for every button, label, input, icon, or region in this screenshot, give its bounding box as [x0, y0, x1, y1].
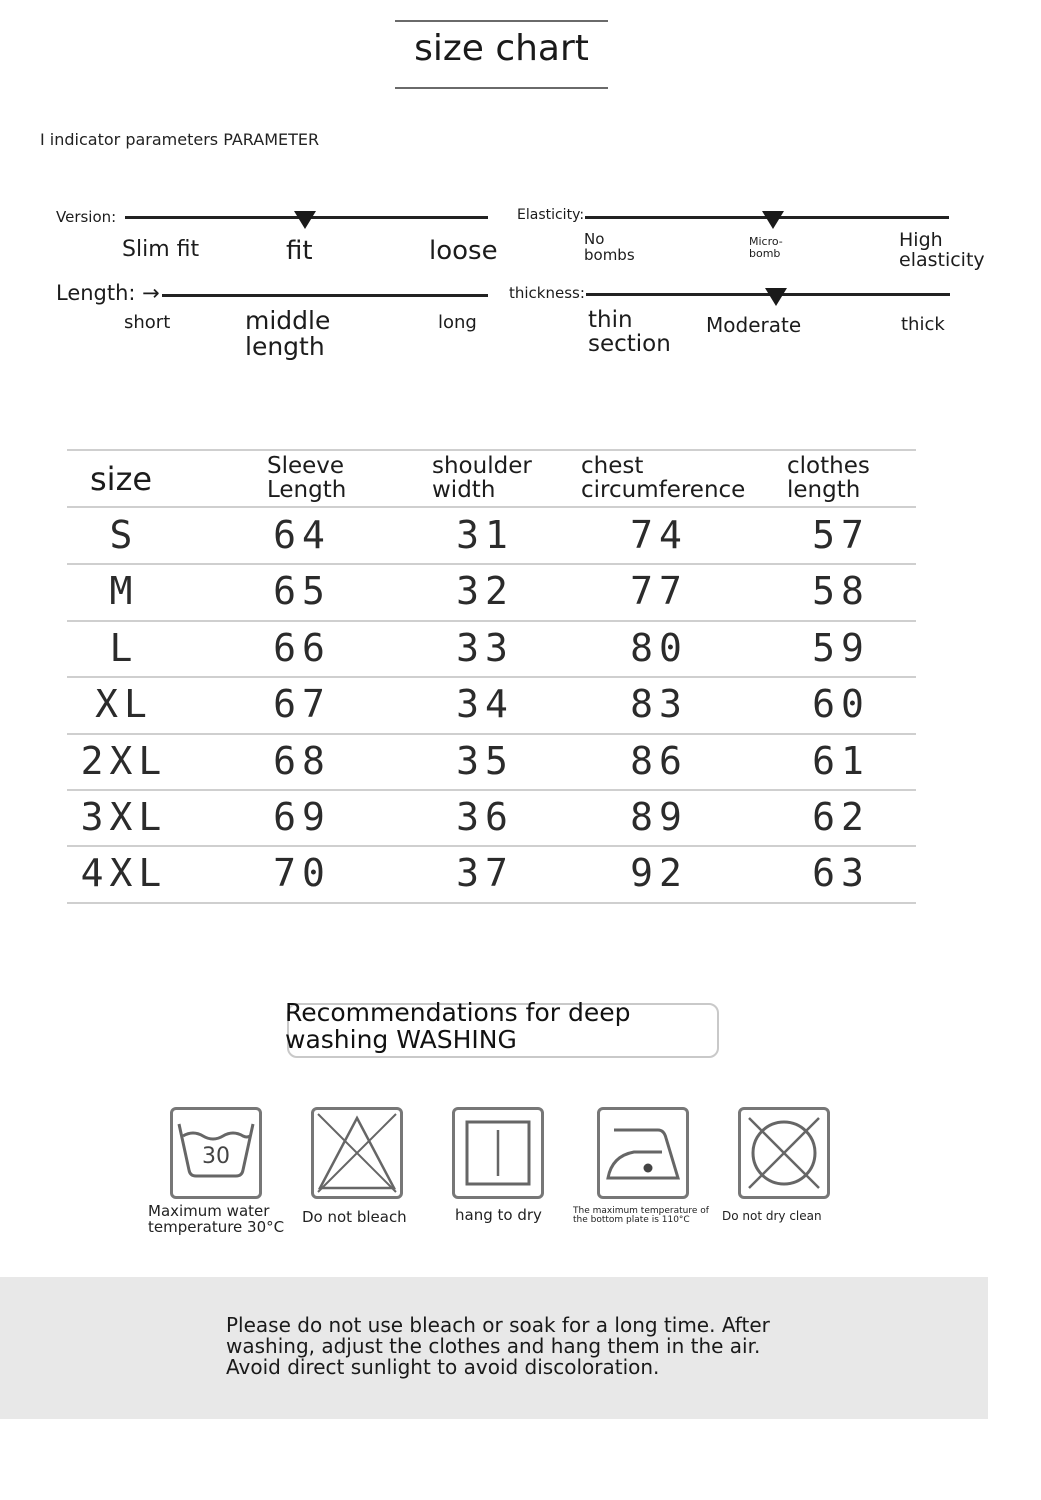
washing-heading: Recommendations for deep washing WASHING: [285, 998, 631, 1054]
size-cell: 3XL: [80, 795, 168, 839]
length-option-short: short: [124, 312, 171, 333]
no-dry-clean-icon: [738, 1107, 830, 1199]
table-rule: [67, 733, 916, 735]
measure-cell: 65: [273, 569, 331, 614]
measure-cell: 83: [630, 682, 688, 727]
measure-cell: 61: [812, 738, 870, 783]
length-option-long: long: [438, 312, 477, 333]
table-rule: [67, 563, 916, 565]
measure-cell: 34: [456, 682, 514, 727]
table-rule: [67, 676, 916, 678]
measure-cell: 80: [630, 625, 688, 670]
elasticity-option-micro-bomb: Micro-bomb: [749, 235, 783, 260]
wash-caption: Maximum water temperature 30°C: [148, 1202, 285, 1236]
measure-cell: 59: [812, 625, 870, 670]
elasticity-option-no-bombs: No bombs: [584, 230, 635, 264]
iron-icon: [597, 1107, 689, 1199]
wash-temperature-text: 30: [202, 1144, 230, 1169]
version-marker-icon: [294, 211, 316, 229]
table-rule: [67, 789, 916, 791]
column-header-size: size: [90, 460, 153, 498]
thickness-marker-icon: [765, 288, 787, 306]
size-cell: 2XL: [80, 738, 168, 783]
measure-cell: 77: [630, 569, 688, 614]
measure-cell: 58: [812, 569, 870, 614]
page-title: size chart: [414, 28, 589, 69]
measure-cell: 63: [812, 851, 870, 896]
measure-cell: 36: [456, 795, 514, 839]
version-option-fit: fit: [286, 236, 313, 266]
hang-dry-icon: [452, 1107, 544, 1199]
table-rule: [67, 449, 916, 451]
thickness-option-thin: thin section: [588, 307, 671, 358]
thickness-label: thickness:: [509, 284, 585, 302]
measure-cell: 33: [456, 625, 514, 670]
column-header-sleeve-length: Sleeve Length: [267, 453, 347, 503]
column-header-chest: chest circumference: [581, 453, 746, 503]
column-header-shoulder-width: shoulder width: [432, 453, 532, 503]
no-bleach-caption: Do not bleach: [302, 1208, 407, 1226]
measure-cell: 67: [273, 682, 331, 727]
measure-cell: 37: [456, 851, 514, 896]
length-label: Length: →: [56, 281, 160, 305]
parameter-heading: I indicator parameters PARAMETER: [40, 130, 320, 149]
elasticity-option-high: High elasticity: [899, 229, 985, 271]
size-cell: S: [109, 513, 139, 557]
thickness-option-thick: thick: [901, 314, 945, 335]
measure-cell: 62: [812, 795, 870, 839]
version-option-slim-fit: Slim fit: [122, 237, 200, 262]
table-rule: [67, 506, 916, 508]
measure-cell: 66: [273, 625, 331, 670]
version-option-loose: loose: [429, 236, 498, 266]
hang-dry-caption: hang to dry: [455, 1206, 542, 1224]
elasticity-marker-icon: [762, 211, 784, 229]
measure-cell: 89: [630, 795, 688, 839]
measure-cell: 86: [630, 738, 688, 783]
measure-cell: 69: [273, 795, 331, 839]
column-header-clothes-length: clothes length: [787, 453, 870, 503]
iron-caption: The maximum temperature of the bottom plate is 110°C: [573, 1206, 709, 1226]
length-option-middle: middle length: [245, 306, 331, 362]
measure-cell: 57: [812, 513, 870, 557]
elasticity-label: Elasticity:: [517, 207, 585, 223]
care-note: Please do not use bleach or soak for a long time. After washing, adjust the clothes and hang them in the air. Avoid direct sunlight to avoid discoloration.: [226, 1313, 770, 1379]
size-cell: M: [109, 569, 139, 614]
measure-cell: 32: [456, 569, 514, 614]
measure-cell: 92: [630, 851, 688, 896]
measure-cell: 68: [273, 738, 331, 783]
table-rule: [67, 902, 916, 904]
thickness-option-moderate: Moderate: [706, 313, 802, 337]
table-rule: [67, 845, 916, 847]
wash-30-icon: [170, 1107, 262, 1199]
table-rule: [67, 620, 916, 622]
measure-cell: 64: [273, 513, 331, 557]
size-cell: 4XL: [80, 851, 168, 896]
no-bleach-icon: [311, 1107, 403, 1199]
title-rule-bottom: [395, 87, 608, 89]
size-cell: L: [109, 625, 139, 670]
title-rule-top: [395, 20, 608, 22]
version-label: Version:: [56, 208, 117, 226]
measure-cell: 70: [273, 851, 331, 896]
measure-cell: 35: [456, 738, 514, 783]
measure-cell: 74: [630, 513, 688, 557]
length-scale-line: [162, 294, 488, 297]
no-dry-clean-caption: Do not dry clean: [722, 1209, 822, 1223]
size-cell: XL: [95, 682, 153, 727]
measure-cell: 60: [812, 682, 870, 727]
measure-cell: 31: [456, 513, 514, 557]
